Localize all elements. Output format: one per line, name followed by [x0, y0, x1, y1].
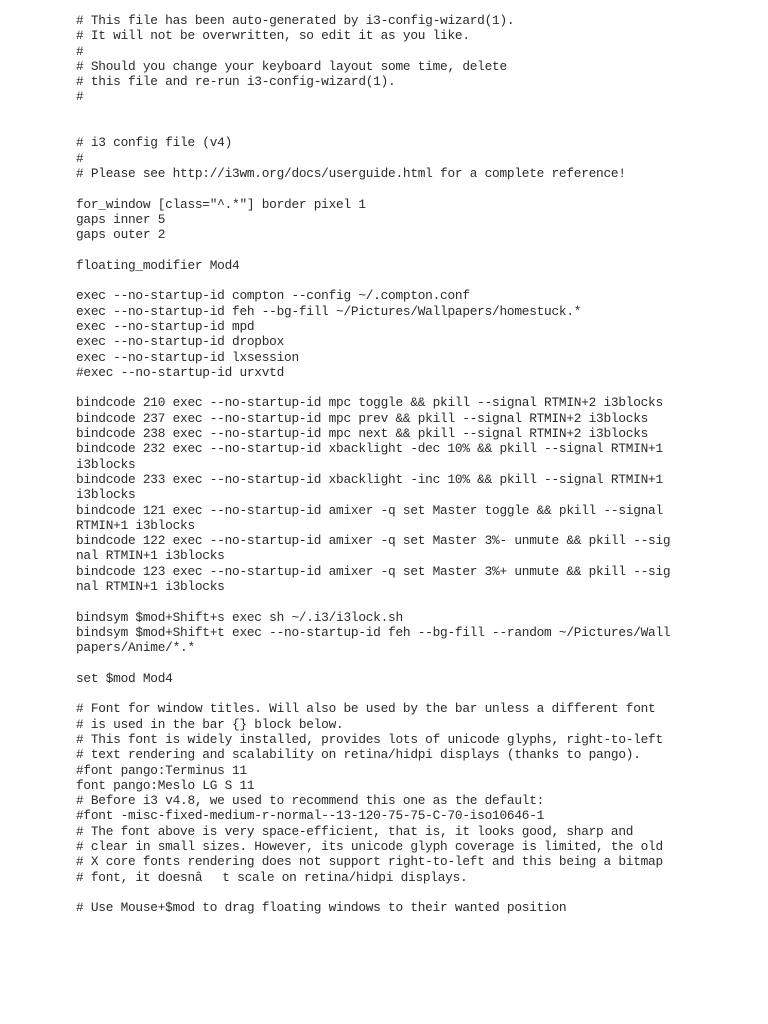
doc-line: exec --no-startup-id compton --config ~/.compton.conf: [76, 288, 470, 304]
doc-line: exec --no-startup-id feh --bg-fill ~/Pictures/Wallpapers/homestuck.*: [76, 303, 582, 319]
doc-line: [76, 885, 756, 900]
doc-line: [76, 380, 756, 395]
doc-line: bindsym $mod+Shift+t exec --no-startup-id feh --bg-fill --random ~/Pictures/Wall: [76, 624, 671, 640]
doc-line: #exec --no-startup-id urxvtd: [76, 364, 285, 380]
doc-line: gaps inner 5: [76, 211, 166, 227]
doc-line: #font -misc-fixed-medium-r-normal--13-120-75-75-C-70-iso10646-1: [76, 808, 545, 824]
doc-line: # This file has been auto-generated by i3-config-wizard(1).: [76, 13, 515, 28]
doc-line: [76, 120, 756, 135]
doc-line: exec --no-startup-id dropbox: [76, 334, 285, 350]
doc-line: #font pango:Terminus 11: [76, 762, 247, 778]
doc-line: [76, 242, 756, 257]
doc-line: bindcode 237 exec --no-startup-id mpc prev && pkill --signal RTMIN+2 i3blocks: [76, 410, 649, 426]
doc-line: [76, 273, 756, 288]
doc-line: for_window [class="^.*"] border pixel 1: [76, 196, 366, 212]
doc-line: gaps outer 2: [76, 227, 166, 243]
doc-line: #: [76, 89, 84, 105]
doc-line: papers/Anime/*.*: [76, 640, 195, 656]
doc-line: # Before i3 v4.8, we used to recommend this one as the default:: [76, 793, 545, 809]
doc-line: font pango:Meslo LG S 11: [76, 777, 255, 793]
doc-line: RTMIN+1 i3blocks: [76, 517, 195, 533]
doc-line: # text rendering and scalability on retina/hidpi displays (thanks to pango).: [76, 747, 641, 763]
doc-line: i3blocks: [76, 456, 136, 472]
doc-line: exec --no-startup-id mpd: [76, 318, 255, 334]
doc-line: # i3 config file (v4): [76, 135, 233, 151]
doc-line: [76, 686, 756, 701]
doc-line: bindcode 121 exec --no-startup-id amixer -q set Master toggle && pkill --signal: [76, 502, 663, 518]
doc-line: # font, it doesnât scale on retina/hidpi displays.: [76, 869, 468, 885]
doc-line: bindcode 232 exec --no-startup-id xbacklight -dec 10% && pkill --signal RTMIN+1: [76, 441, 663, 457]
doc-line: #: [76, 43, 84, 59]
doc-line: # is used in the bar {} block below.: [76, 716, 344, 732]
doc-line: # This font is widely installed, provides lots of unicode glyphs, right-to-left: [76, 731, 663, 747]
doc-line: i3blocks: [76, 487, 136, 503]
doc-line: bindcode 210 exec --no-startup-id mpc toggle && pkill --signal RTMIN+2 i3blocks: [76, 395, 663, 411]
doc-line: exec --no-startup-id lxsession: [76, 349, 299, 365]
doc-line: # Font for window titles. Will also be used by the bar unless a different font: [76, 701, 656, 717]
doc-line: bindcode 238 exec --no-startup-id mpc next && pkill --signal RTMIN+2 i3blocks: [76, 426, 649, 442]
doc-line: bindsym $mod+Shift+s exec sh ~/.i3/i3lock.sh: [76, 609, 403, 625]
doc-line: [76, 594, 756, 609]
doc-line: [76, 181, 756, 196]
doc-line: # Use Mouse+$mod to drag floating windows to their wanted position: [76, 900, 567, 916]
doc-line: nal RTMIN+1 i3blocks: [76, 548, 225, 564]
doc-line: # Please see http://i3wm.org/docs/userguide.html for a complete reference!: [76, 165, 626, 181]
doc-line: floating_modifier Mod4: [76, 257, 240, 273]
doc-line: # this file and re-run i3-config-wizard(1).: [76, 74, 396, 90]
doc-line: # It will not be overwritten, so edit it as you like.: [76, 28, 470, 44]
doc-line: bindcode 122 exec --no-startup-id amixer -q set Master 3%- unmute && pkill --sig: [76, 533, 671, 549]
doc-line: [76, 105, 756, 120]
doc-line: set $mod Mod4: [76, 670, 173, 686]
doc-line: bindcode 123 exec --no-startup-id amixer -q set Master 3%+ unmute && pkill --sig: [76, 563, 671, 579]
doc-line: # clear in small sizes. However, its unicode glyph coverage is limited, the old: [76, 839, 663, 855]
doc-line: bindcode 233 exec --no-startup-id xbacklight -inc 10% && pkill --signal RTMIN+1: [76, 471, 663, 487]
doc-line: # X core fonts rendering does not support right-to-left and this being a bitmap: [76, 854, 663, 870]
config-document: [76, 13, 756, 916]
doc-line: [76, 655, 756, 670]
doc-line: nal RTMIN+1 i3blocks: [76, 578, 225, 594]
doc-line: # Should you change your keyboard layout some time, delete: [76, 58, 507, 74]
doc-line: # The font above is very space-efficient, that is, it looks good, sharp and: [76, 823, 634, 839]
doc-line: #: [76, 150, 84, 166]
